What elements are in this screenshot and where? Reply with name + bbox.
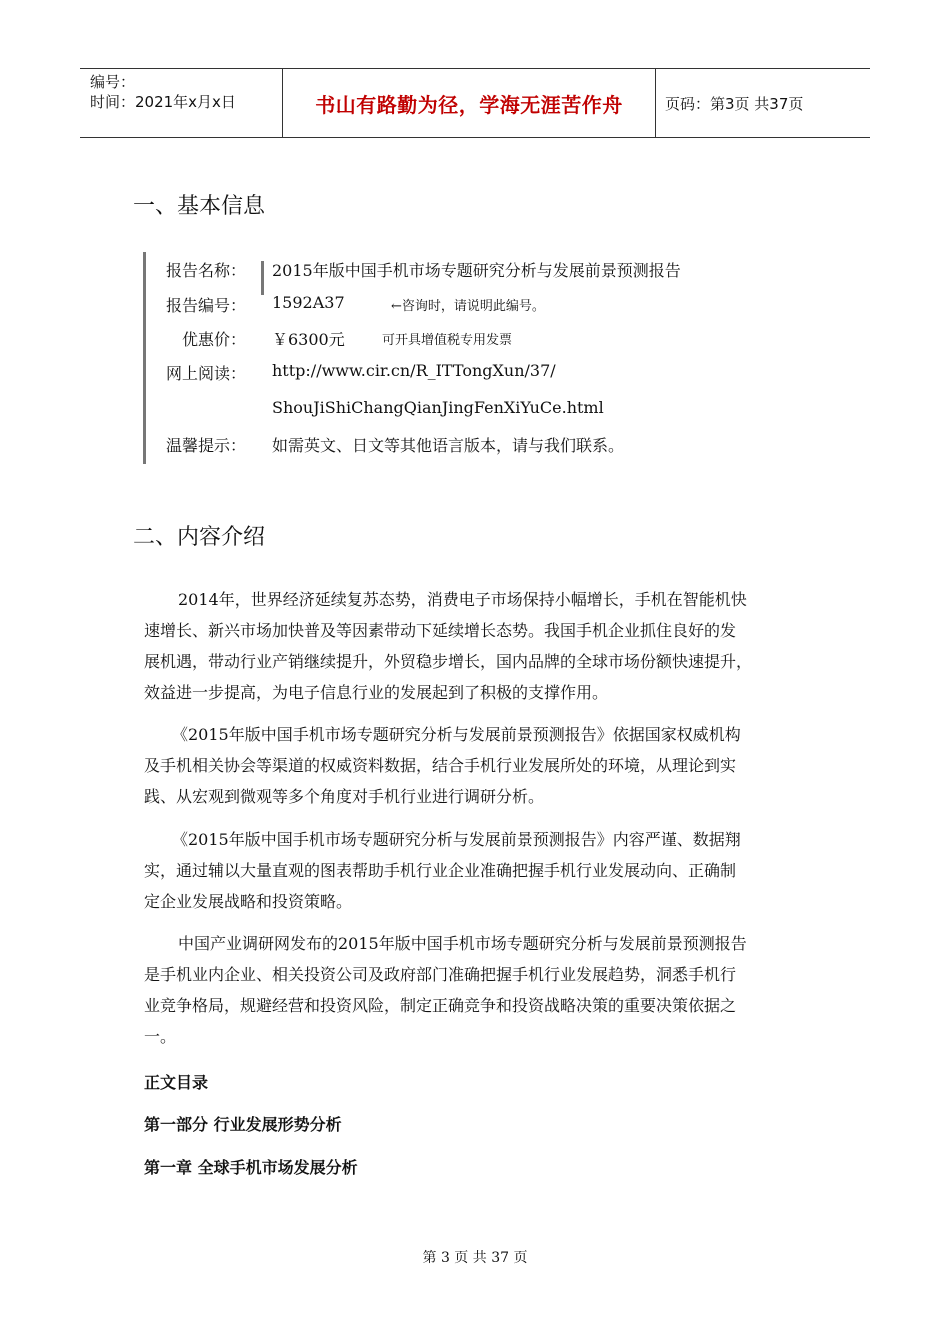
info-value-name: 2015年版中国手机市场专题研究分析与发展前景预测报告 (272, 261, 681, 280)
info-label-price: 优惠价： (181, 330, 246, 349)
paragraph-line: 实，通过辅以大量直观的图表帮助手机行业企业准确把握手机行业发展动向、正确制 (144, 861, 737, 880)
info-value-tip: 如需英文、日文等其他语言版本，请与我们联系。 (272, 436, 625, 455)
paragraph-line: 《2015年版中国手机市场专题研究分析与发展前景预测报告》依据国家权威机构 (172, 725, 741, 744)
page-header (80, 68, 870, 138)
paragraph-line: 速增长、新兴市场加快普及等因素带动下延续增长态势。我国手机企业抓住良好的发 (144, 621, 737, 640)
document-number: 编号： (90, 73, 136, 91)
paragraph-1 (144, 584, 816, 708)
toc-chapter-1[interactable]: 第一章 全球手机市场发展分析 (144, 1158, 358, 1177)
paragraph-line: 践、从宏观到微观等多个角度对手机行业进行调研分析。 (144, 787, 545, 806)
info-label-code: 报告编号： (165, 296, 246, 315)
info-value-price: ￥6300元 (272, 330, 345, 349)
section-title-basic-info: 一、基本信息 (133, 194, 266, 219)
document-time: 时间：2021年x月x日 (90, 93, 236, 111)
info-code-note: ←咨询时，请说明此编号。 (391, 299, 545, 314)
info-value-code: 1592A37 (272, 293, 345, 312)
section-title-content: 二、内容介绍 (133, 525, 266, 550)
paragraph-line: 是手机业内企业、相关投资公司及政府部门准确把握手机行业发展趋势，洞悉手机行 (144, 965, 737, 984)
basic-info-block (143, 252, 836, 464)
header-meta (80, 69, 282, 137)
toc-title: 正文目录 (144, 1073, 209, 1092)
paragraph-line: 中国产业调研网发布的2015年版中国手机市场专题研究分析与发展前景预测报告 (178, 934, 747, 953)
paragraph-line: 展机遇，带动行业产销继续提升，外贸稳步增长，国内品牌的全球市场份额快速提升， (144, 652, 753, 671)
info-price-note: 可开具增值税专用发票 (382, 333, 513, 348)
info-label-tip: 温馨提示： (165, 436, 246, 455)
paragraph-line: 2014年，世界经济延续复苏态势，消费电子市场保持小幅增长，手机在智能机快 (178, 590, 747, 609)
paragraph-3 (144, 824, 816, 917)
paragraph-line: 效益进一步提高，为电子信息行业的发展起到了积极的支撑作用。 (144, 683, 609, 702)
page-footer: 第 3 页 共 37 页 (422, 1250, 528, 1266)
paragraph-line: 定企业发展战略和投资策略。 (144, 892, 353, 911)
header-page-cell (655, 69, 870, 137)
paragraph-line: 一。 (144, 1027, 177, 1046)
info-label-url: 网上阅读： (165, 364, 246, 383)
info-url-line1[interactable]: http://www.cir.cn/R_ITTongXun/37/ (272, 361, 556, 380)
paragraph-line: 《2015年版中国手机市场专题研究分析与发展前景预测报告》内容严谨、数据翔 (172, 830, 741, 849)
header-page-code: 页码：第3页 共37页 (665, 94, 804, 113)
paragraph-line: 及手机相关协会等渠道的权威资料数据，结合手机行业发展所处的环境，从理论到实 (144, 756, 737, 775)
paragraph-line: 业竞争格局，规避经营和投资风险，制定正确竞争和投资战略决策的重要决策依据之 (144, 996, 737, 1015)
paragraph-2 (144, 719, 816, 812)
info-label-name: 报告名称： (165, 261, 246, 280)
header-motto: 书山有路勤为径，学海无涯苦作舟 (315, 92, 623, 117)
info-url-line2[interactable]: ShouJiShiChangQianJingFenXiYuCe.html (272, 398, 604, 417)
header-motto-cell (282, 69, 656, 137)
paragraph-4 (144, 928, 816, 1052)
info-divider (261, 261, 264, 295)
toc-part-1[interactable]: 第一部分 行业发展形势分析 (144, 1115, 342, 1134)
